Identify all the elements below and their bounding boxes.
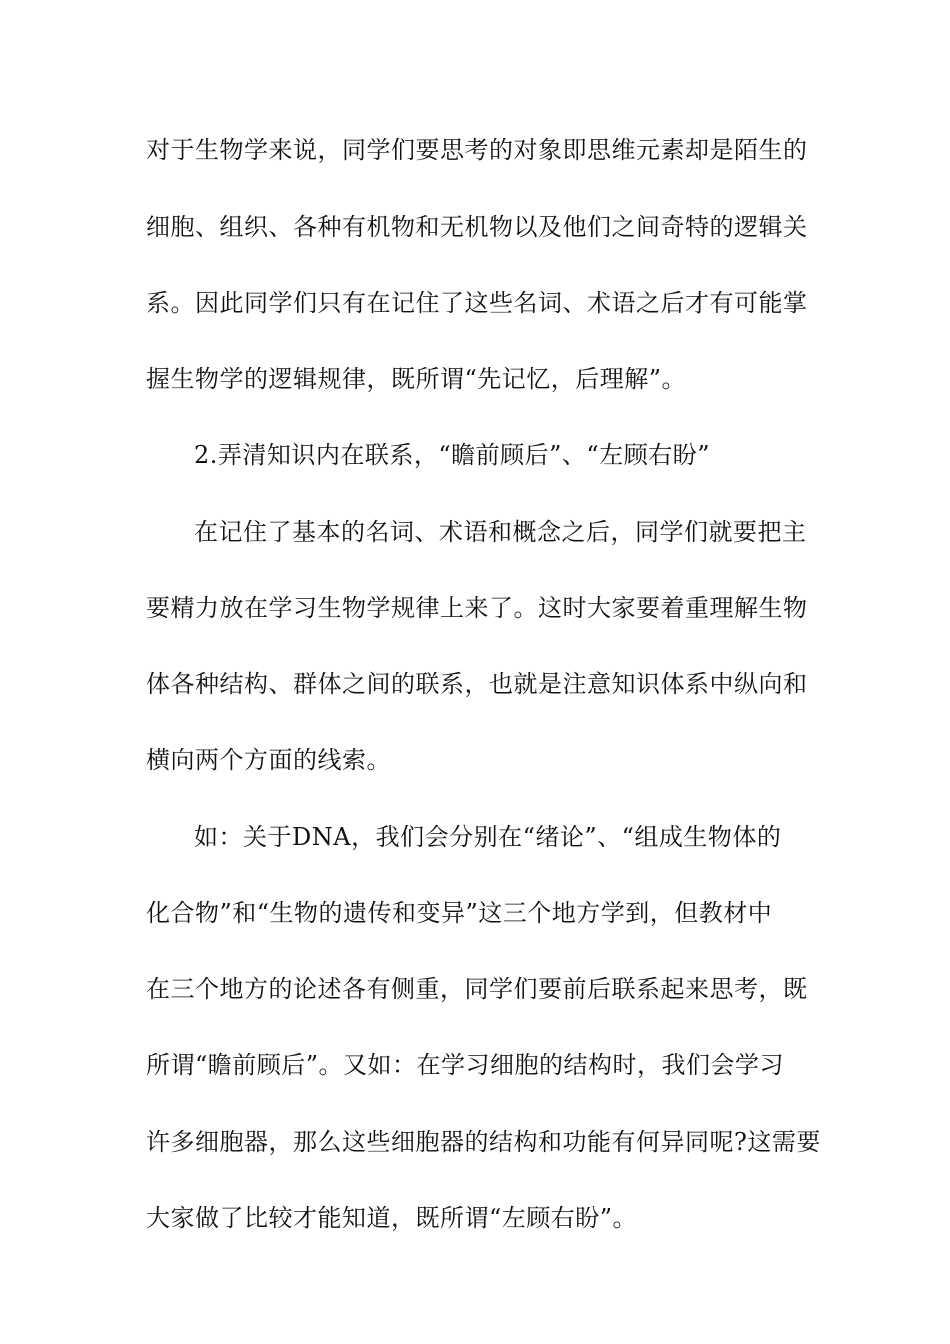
- paragraph-line: 所谓“瞻前顾后”。又如：在学习细胞的结构时，我们会学习: [146, 1051, 785, 1079]
- paragraph-line: 对于生物学来说，同学们要思考的对象即思维元素却是陌生的: [146, 136, 808, 164]
- paragraph-line: 如：关于DNA，我们会分别在“绪论”、“组成生物体的: [194, 823, 782, 851]
- paragraph-line: 化合物”和“生物的遗传和变异”这三个地方学到，但教材中: [146, 899, 773, 927]
- paragraph-line: 在记住了基本的名词、术语和概念之后，同学们就要把主: [194, 518, 807, 546]
- paragraph-line: 横向两个方面的线索。: [146, 746, 391, 774]
- paragraph-line: 在三个地方的论述各有侧重，同学们要前后联系起来思考，既: [146, 975, 808, 1003]
- paragraph-line: 系。因此同学们只有在记住了这些名词、术语之后才有可能掌: [146, 289, 808, 317]
- paragraph-line: 要精力放在学习生物学规律上来了。这时大家要着重理解生物: [146, 594, 808, 622]
- paragraph-line: 许多细胞器，那么这些细胞器的结构和功能有何异同呢?这需要: [146, 1128, 821, 1156]
- paragraph-line: 细胞、组织、各种有机物和无机物以及他们之间奇特的逻辑关: [146, 213, 808, 241]
- paragraph-line: 体各种结构、群体之间的联系，也就是注意知识体系中纵向和: [146, 670, 808, 698]
- paragraph-line: 握生物学的逻辑规律，既所谓“先记忆，后理解”。: [146, 365, 687, 393]
- paragraph-line: 大家做了比较才能知道，既所谓“左顾右盼”。: [146, 1204, 638, 1232]
- section-heading: 2.弄清知识内在联系，“瞻前顾后”、“左顾右盼”: [194, 441, 710, 469]
